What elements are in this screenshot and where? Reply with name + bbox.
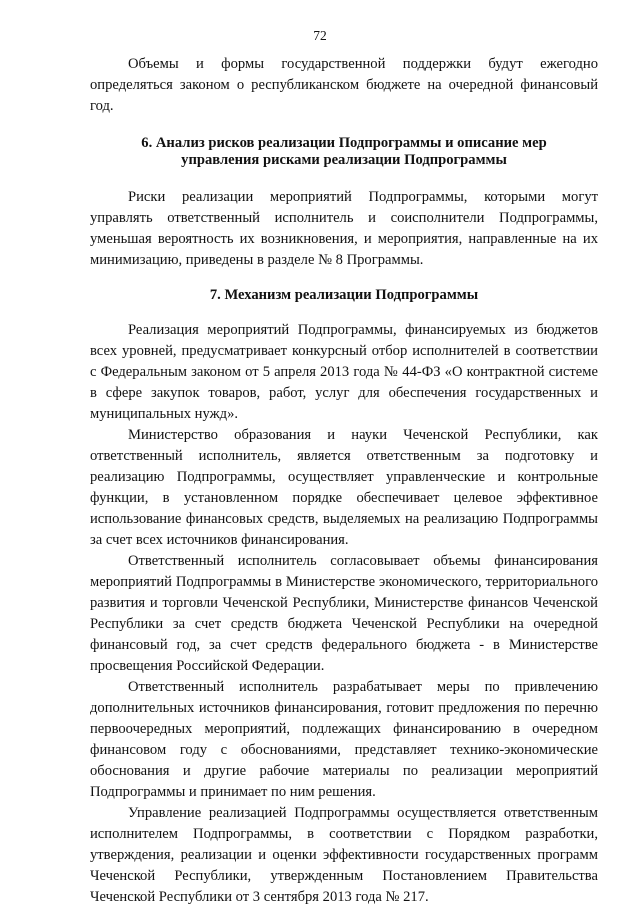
section-6-heading-line-2: управления рисками реализации Подпрограммы xyxy=(181,152,507,168)
section-7-paragraph-3: Ответственный исполнитель согласовывает объемы финансирования мероприятий Подпрограммы в Министерстве экономического, территориального развития и торговли Чеченской Республики, Министерстве финансов Чеченской Республики за счет средств бюджета Чеченской Республики на очередной финансовый год, за счет средств федерального бюджета - в Министерстве просвещения Российской Федерации. xyxy=(90,553,598,674)
page-number: 72 xyxy=(313,28,327,43)
section-6-heading-line-1: 6. Анализ рисков реализации Подпрограммы и описание мер xyxy=(141,135,547,151)
section-7-heading: 7. Механизм реализации Подпрограммы xyxy=(209,287,479,303)
section-7-paragraph-1: Реализация мероприятий Подпрограммы, финансируемых из бюджетов всех уровней, предусматривает конкурсный отбор исполнителей в соответствии с Федеральным законом от 5 апреля 2013 года № 44-ФЗ «О контрактной системе в сфере закупок товаров, работ, услуг для обеспечения государственных и муниципальных нужд». xyxy=(90,322,598,422)
section-7-paragraph-4: Ответственный исполнитель разрабатывает меры по привлечению дополнительных источников финансирования, готовит предложения по перечню первоочередных мероприятий, подлежащих финансированию в очередном финансовом году с обоснованиями, представляет технико-экономические обоснования и другие рабочие материалы по реализации мероприятий Подпрограммы и принимает по ним решения. xyxy=(90,679,598,800)
intro-paragraph: Объемы и формы государственной поддержки будут ежегодно определяться законом о республиканском бюджете на очередной финансовый год. xyxy=(90,56,598,114)
section-7-paragraph-2: Министерство образования и науки Чеченской Республики, как ответственный исполнитель, является ответственным за подготовку и реализацию Подпрограммы, осуществляет управленческие и контрольные функции, в установленном порядке обеспечивает целевое эффективное использование финансовых средств, выделяемых на реализацию Подпрограммы за счет всех источников финансирования. xyxy=(90,427,598,548)
section-6-heading xyxy=(90,135,598,169)
page-content xyxy=(90,54,598,908)
section-6-paragraph: Риски реализации мероприятий Подпрограммы, которыми могут управлять ответственный исполнитель и соисполнители Подпрограммы, уменьшая вероятность их возникновения, и мероприятия, направленные на их минимизацию, приведены в разделе № 8 Программы. xyxy=(90,189,598,268)
section-7-paragraph-5: Управление реализацией Подпрограммы осуществляется ответственным исполнителем Подпрограммы, в соответствии с Порядком разработки, утверждения, реализации и оценки эффективности государственных программ Чеченской Республики, утвержденным Постановлением Правительства Чеченской Республики от 3 сентября 2013 года № 217. xyxy=(90,805,598,905)
